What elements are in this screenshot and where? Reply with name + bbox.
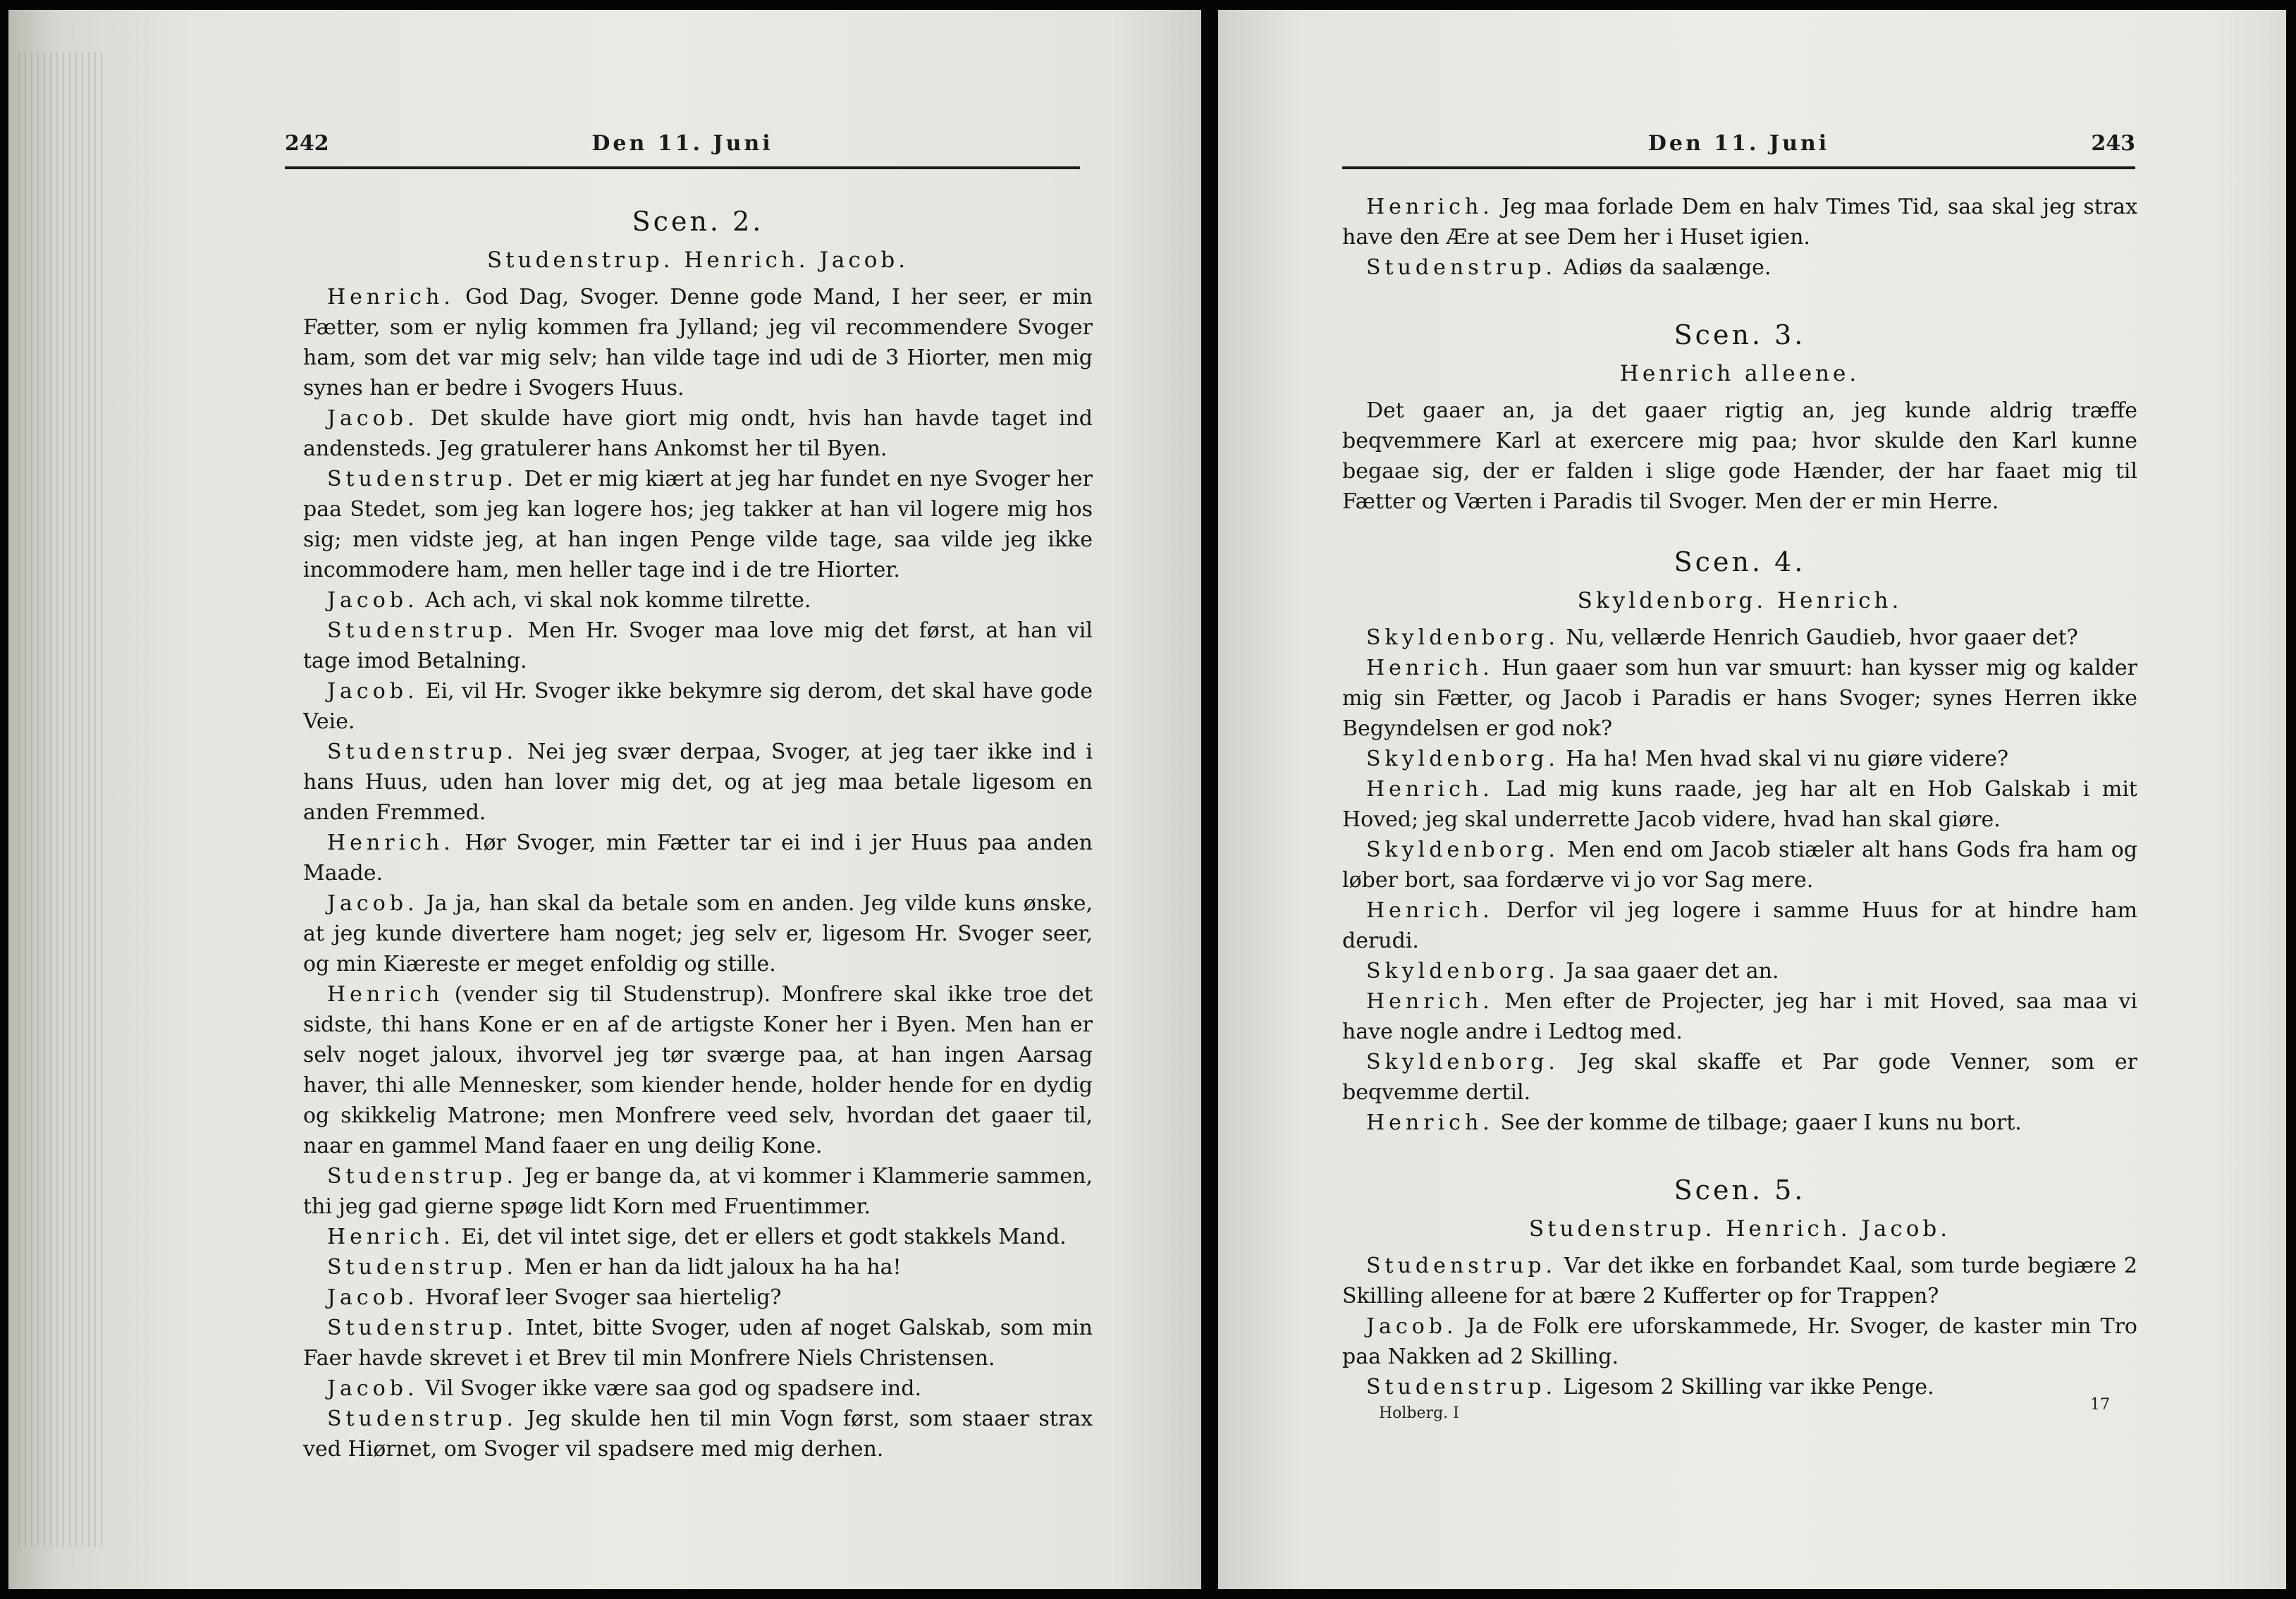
left-page [8, 10, 1201, 1589]
speech-text: Det er mig kiært at jeg har fundet en nye Svoger her paa Stedet, som jeg kan logere hos; jeg takker at han vil logere mig hos sig; men vidste jeg, at han ingen Penge vilde tage, saa vilde jeg ikke incommodere ham, men heller tage ind i de tre Hiorter. [303, 467, 1093, 582]
speech-paragraph [303, 282, 1093, 403]
speech-text: (vender sig til Studenstrup). Monfrere skal ikke troe det sidste, thi hans Kone er en af de artigste Koner her i Byen. Men han er selv noget jaloux, ihvorvel jeg tør sværge paa, at han ingen Aarsag haver, thi alle Mennesker, som kiender hende, holder hende for en dydig og skikkelig Matrone; men Monfrere veed selv, hvordan det gaaer til, naar en gammel Mand faaer en ung deilig Kone. [303, 982, 1093, 1158]
speaker-name: Studenstrup. [1366, 1254, 1557, 1278]
page-number: 242 [285, 131, 329, 156]
speech-paragraph [1342, 1251, 2137, 1311]
speech-paragraph [1342, 986, 2137, 1047]
scene-heading: Scen. 5. [1674, 1175, 1806, 1206]
speaker-name: Studenstrup. [1366, 1375, 1557, 1399]
page-edge-stack [18, 52, 103, 1547]
speech-paragraph [303, 1222, 1093, 1252]
speech-paragraph [1342, 1311, 2137, 1372]
right-page [1218, 10, 2286, 1589]
running-title: Den 11. Juni [591, 131, 773, 156]
speaker-name: Studenstrup. [327, 1316, 518, 1340]
speaker-name: Studenstrup. [327, 467, 518, 491]
speech-paragraph [1342, 774, 2137, 835]
scene-cast: Studenstrup. Henrich. Jacob. [486, 247, 909, 273]
speaker-name: Skyldenborg. [1366, 625, 1559, 650]
speech-paragraph [303, 828, 1093, 888]
speech-paragraph [1342, 1047, 2137, 1108]
speech-paragraph [1342, 623, 2137, 653]
speaker-name: Henrich. [327, 1225, 455, 1249]
speaker-name: Jacob. [327, 679, 419, 704]
speech-paragraph [303, 1161, 1093, 1222]
speech-paragraph [1342, 653, 2137, 744]
speech-text: Hvoraf leer Svoger saa hiertelig? [425, 1285, 782, 1310]
scene-heading: Scen. 4. [1674, 546, 1806, 577]
speech-text: See der komme de tilbage; gaaer I kuns nu bort. [1500, 1110, 2022, 1135]
speaker-name: Henrich [327, 982, 444, 1007]
speech-paragraph [1342, 192, 2137, 252]
speech-text: Nei jeg svær derpaa, Svoger, at jeg taer ikke ind i hans Huus, uden han lover mig det, og at jeg maa betale ligesom en anden Fremmed. [303, 740, 1093, 825]
speech-text: Ligesom 2 Skilling var ikke Penge. [1563, 1375, 1934, 1399]
speech-paragraph [1342, 835, 2137, 895]
scene-heading: Scen. 3. [1674, 319, 1806, 350]
speech-text: Intet, bitte Svoger, uden af noget Galskab, som min Faer havde skrevet i et Brev til min Monfrere Niels Christensen. [303, 1316, 1093, 1371]
speaker-name: Skyldenborg. [1366, 959, 1559, 984]
speaker-name: Jacob. [327, 406, 419, 431]
scene-cast: Henrich alleene. [1619, 361, 1860, 386]
speaker-name: Henrich. [327, 831, 455, 855]
speech-paragraph [1342, 1372, 2137, 1402]
speech-text: Ja de Folk ere uforskammede, Hr. Svoger, de kaster min Tro paa Nakken ad 2 Skilling. [1342, 1314, 2137, 1369]
speech-text: Var det ikke en forbandet Kaal, som turde begiære 2 Skilling alleene for at bære 2 Kufferter op for Trappen? [1342, 1254, 2137, 1309]
speech-text: Ha ha! Men hvad skal vi nu giøre videre? [1566, 747, 2009, 771]
speech-text: Derfor vil jeg logere i samme Huus for at hindre ham derudi. [1342, 898, 2138, 953]
monologue-paragraph: Det gaaer an, ja det gaaer rigtig an, jeg kunde aldrig træffe beqvemmere Karl at exercere mig paa; hvor skulde den Karl kunne begaae sig, der er falden i slige gode Hænder, der har faaet mig til Fætter og Værten i Paradis til Svoger. Men der er min Herre. [1342, 398, 2137, 514]
speech-paragraph [303, 737, 1093, 828]
speaker-name: Henrich. [1366, 898, 1494, 923]
speech-text: Ei, vil Hr. Svoger ikke bekymre sig derom, det skal have gode Veie. [303, 679, 1093, 734]
page-number: 243 [2091, 131, 2135, 156]
running-title: Den 11. Juni [1647, 131, 1830, 156]
speech-paragraph [303, 676, 1093, 737]
speech-paragraph [303, 1313, 1093, 1373]
speech-text: Jeg skal skaffe et Par gode Venner, som er beqvemme dertil. [1342, 1050, 2137, 1105]
speaker-name: Jacob. [1366, 1314, 1458, 1339]
speech-text: Hun gaaer som hun var smuurt: han kysser mig og kalder mig sin Fætter, og Jacob i Paradis er hans Svoger; synes Herren ikke Begyndelsen er god nok? [1342, 656, 2137, 741]
speech-paragraph [303, 979, 1093, 1161]
speaker-name: Studenstrup. [327, 1407, 518, 1431]
speech-text: Men er han da lidt jaloux ha ha ha! [524, 1255, 902, 1280]
speech-text: Jeg skulde hen til min Vogn først, som staaer strax ved Hiørnet, om Svoger vil spadsere med mig derhen. [303, 1407, 1093, 1462]
speech-paragraph [1342, 895, 2137, 956]
speech-paragraph [303, 1373, 1093, 1404]
speech-text: Vil Svoger ikke være saa god og spadsere ind. [425, 1376, 921, 1401]
speaker-name: Jacob. [327, 891, 419, 916]
speech-paragraph [303, 403, 1093, 464]
speech-paragraph [1342, 744, 2137, 774]
speech-paragraph [1342, 956, 2137, 986]
running-head-right [1342, 124, 2135, 169]
speech-text: Ja saa gaaer det an. [1566, 959, 1779, 984]
speaker-name: Jacob. [327, 1285, 419, 1310]
speech-paragraph [303, 888, 1093, 979]
speech-paragraph [1342, 1108, 2137, 1138]
running-head-left [285, 124, 1080, 169]
left-text-block [303, 200, 1093, 1464]
speech-text: Men efter de Projecter, jeg har i mit Hoved, saa maa vi have nogle andre i Ledtog med. [1342, 989, 2137, 1044]
speech-text: Men end om Jacob stiæler alt hans Gods fra ham og løber bort, saa fordærve vi jo vor Sag mere. [1342, 838, 2137, 893]
speech-text: Hør Svoger, min Fætter tar ei ind i jer Huus paa anden Maade. [303, 831, 1093, 886]
speaker-name: Studenstrup. [327, 740, 518, 764]
speech-text: Nu, vellærde Henrich Gaudieb, hvor gaaer det? [1566, 625, 2078, 650]
speech-text: Jeg maa forlade Dem en halv Times Tid, saa skal jeg strax have den Ære at see Dem her i Huset igien. [1342, 195, 2137, 250]
speaker-name: Jacob. [327, 1376, 419, 1401]
speaker-name: Skyldenborg. [1366, 1050, 1559, 1074]
speech-text: Lad mig kuns raade, jeg har alt en Hob Galskab i mit Hoved; jeg skal underrette Jacob videre, hvad han skal giøre. [1342, 777, 2137, 832]
speech-text: Jeg er bange da, at vi kommer i Klammerie sammen, thi jeg gad gierne spøge lidt Korn med Fruentimmer. [303, 1164, 1093, 1219]
right-text-block [1342, 192, 2137, 1402]
speech-list [1342, 623, 2137, 1138]
speech-text: Men Hr. Svoger maa love mig det først, at han vil tage imod Betalning. [303, 618, 1093, 673]
speech-text: Ei, det vil intet sige, det er ellers et godt stakkels Mand. [461, 1225, 1067, 1249]
signature-mark: Holberg. I [1379, 1404, 1459, 1422]
speaker-name: Studenstrup. [327, 1255, 518, 1280]
speaker-name: Henrich. [1366, 989, 1494, 1014]
speech-paragraph [303, 1404, 1093, 1464]
speech-list [1342, 192, 2137, 283]
speech-paragraph [303, 1252, 1093, 1282]
speech-paragraph [1342, 252, 2137, 283]
sheet-number: 17 [2090, 1396, 2110, 1414]
speaker-name: Henrich. [1366, 195, 1494, 219]
speech-text: God Dag, Svoger. Denne gode Mand, I her seer, er min Fætter, som er nylig kommen fra Jylland; jeg vil recommendere Svoger ham, som det var mig selv; han vilde tage ind udi de 3 Hiorter, men mig synes han er bedre i Svogers Huus. [303, 285, 1093, 400]
speech-paragraph [303, 585, 1093, 615]
speaker-name: Henrich. [327, 285, 455, 310]
speech-text: Ja ja, han skal da betale som en anden. Jeg vilde kuns ønske, at jeg kunde divertere ham noget; jeg selv er, ligesom Hr. Svoger seer, og min Kiæreste er meget enfoldig og stille. [303, 891, 1093, 976]
speech-list [303, 282, 1093, 1464]
speaker-name: Henrich. [1366, 1110, 1494, 1135]
speech-paragraph [303, 1282, 1093, 1313]
speech-text: Ach ach, vi skal nok komme tilrette. [425, 588, 811, 613]
speaker-name: Henrich. [1366, 656, 1494, 680]
speaker-name: Studenstrup. [1366, 255, 1557, 280]
speech-list [1342, 1251, 2137, 1402]
speaker-name: Jacob. [327, 588, 419, 613]
speech-paragraph [303, 615, 1093, 676]
speech-text: Det skulde have giort mig ondt, hvis han havde taget ind andensteds. Jeg gratulerer hans Ankomst her til Byen. [303, 406, 1093, 461]
speaker-name: Henrich. [1366, 777, 1494, 802]
speaker-name: Studenstrup. [327, 1164, 518, 1189]
speech-paragraph [303, 464, 1093, 585]
speaker-name: Skyldenborg. [1366, 747, 1559, 771]
scene-cast: Studenstrup. Henrich. Jacob. [1528, 1216, 1951, 1242]
speech-text: Adiøs da saalænge. [1563, 255, 1772, 280]
scene-heading: Scen. 2. [632, 206, 764, 237]
scene-cast: Skyldenborg. Henrich. [1577, 588, 1903, 613]
speaker-name: Skyldenborg. [1366, 838, 1559, 862]
speaker-name: Studenstrup. [327, 618, 518, 643]
